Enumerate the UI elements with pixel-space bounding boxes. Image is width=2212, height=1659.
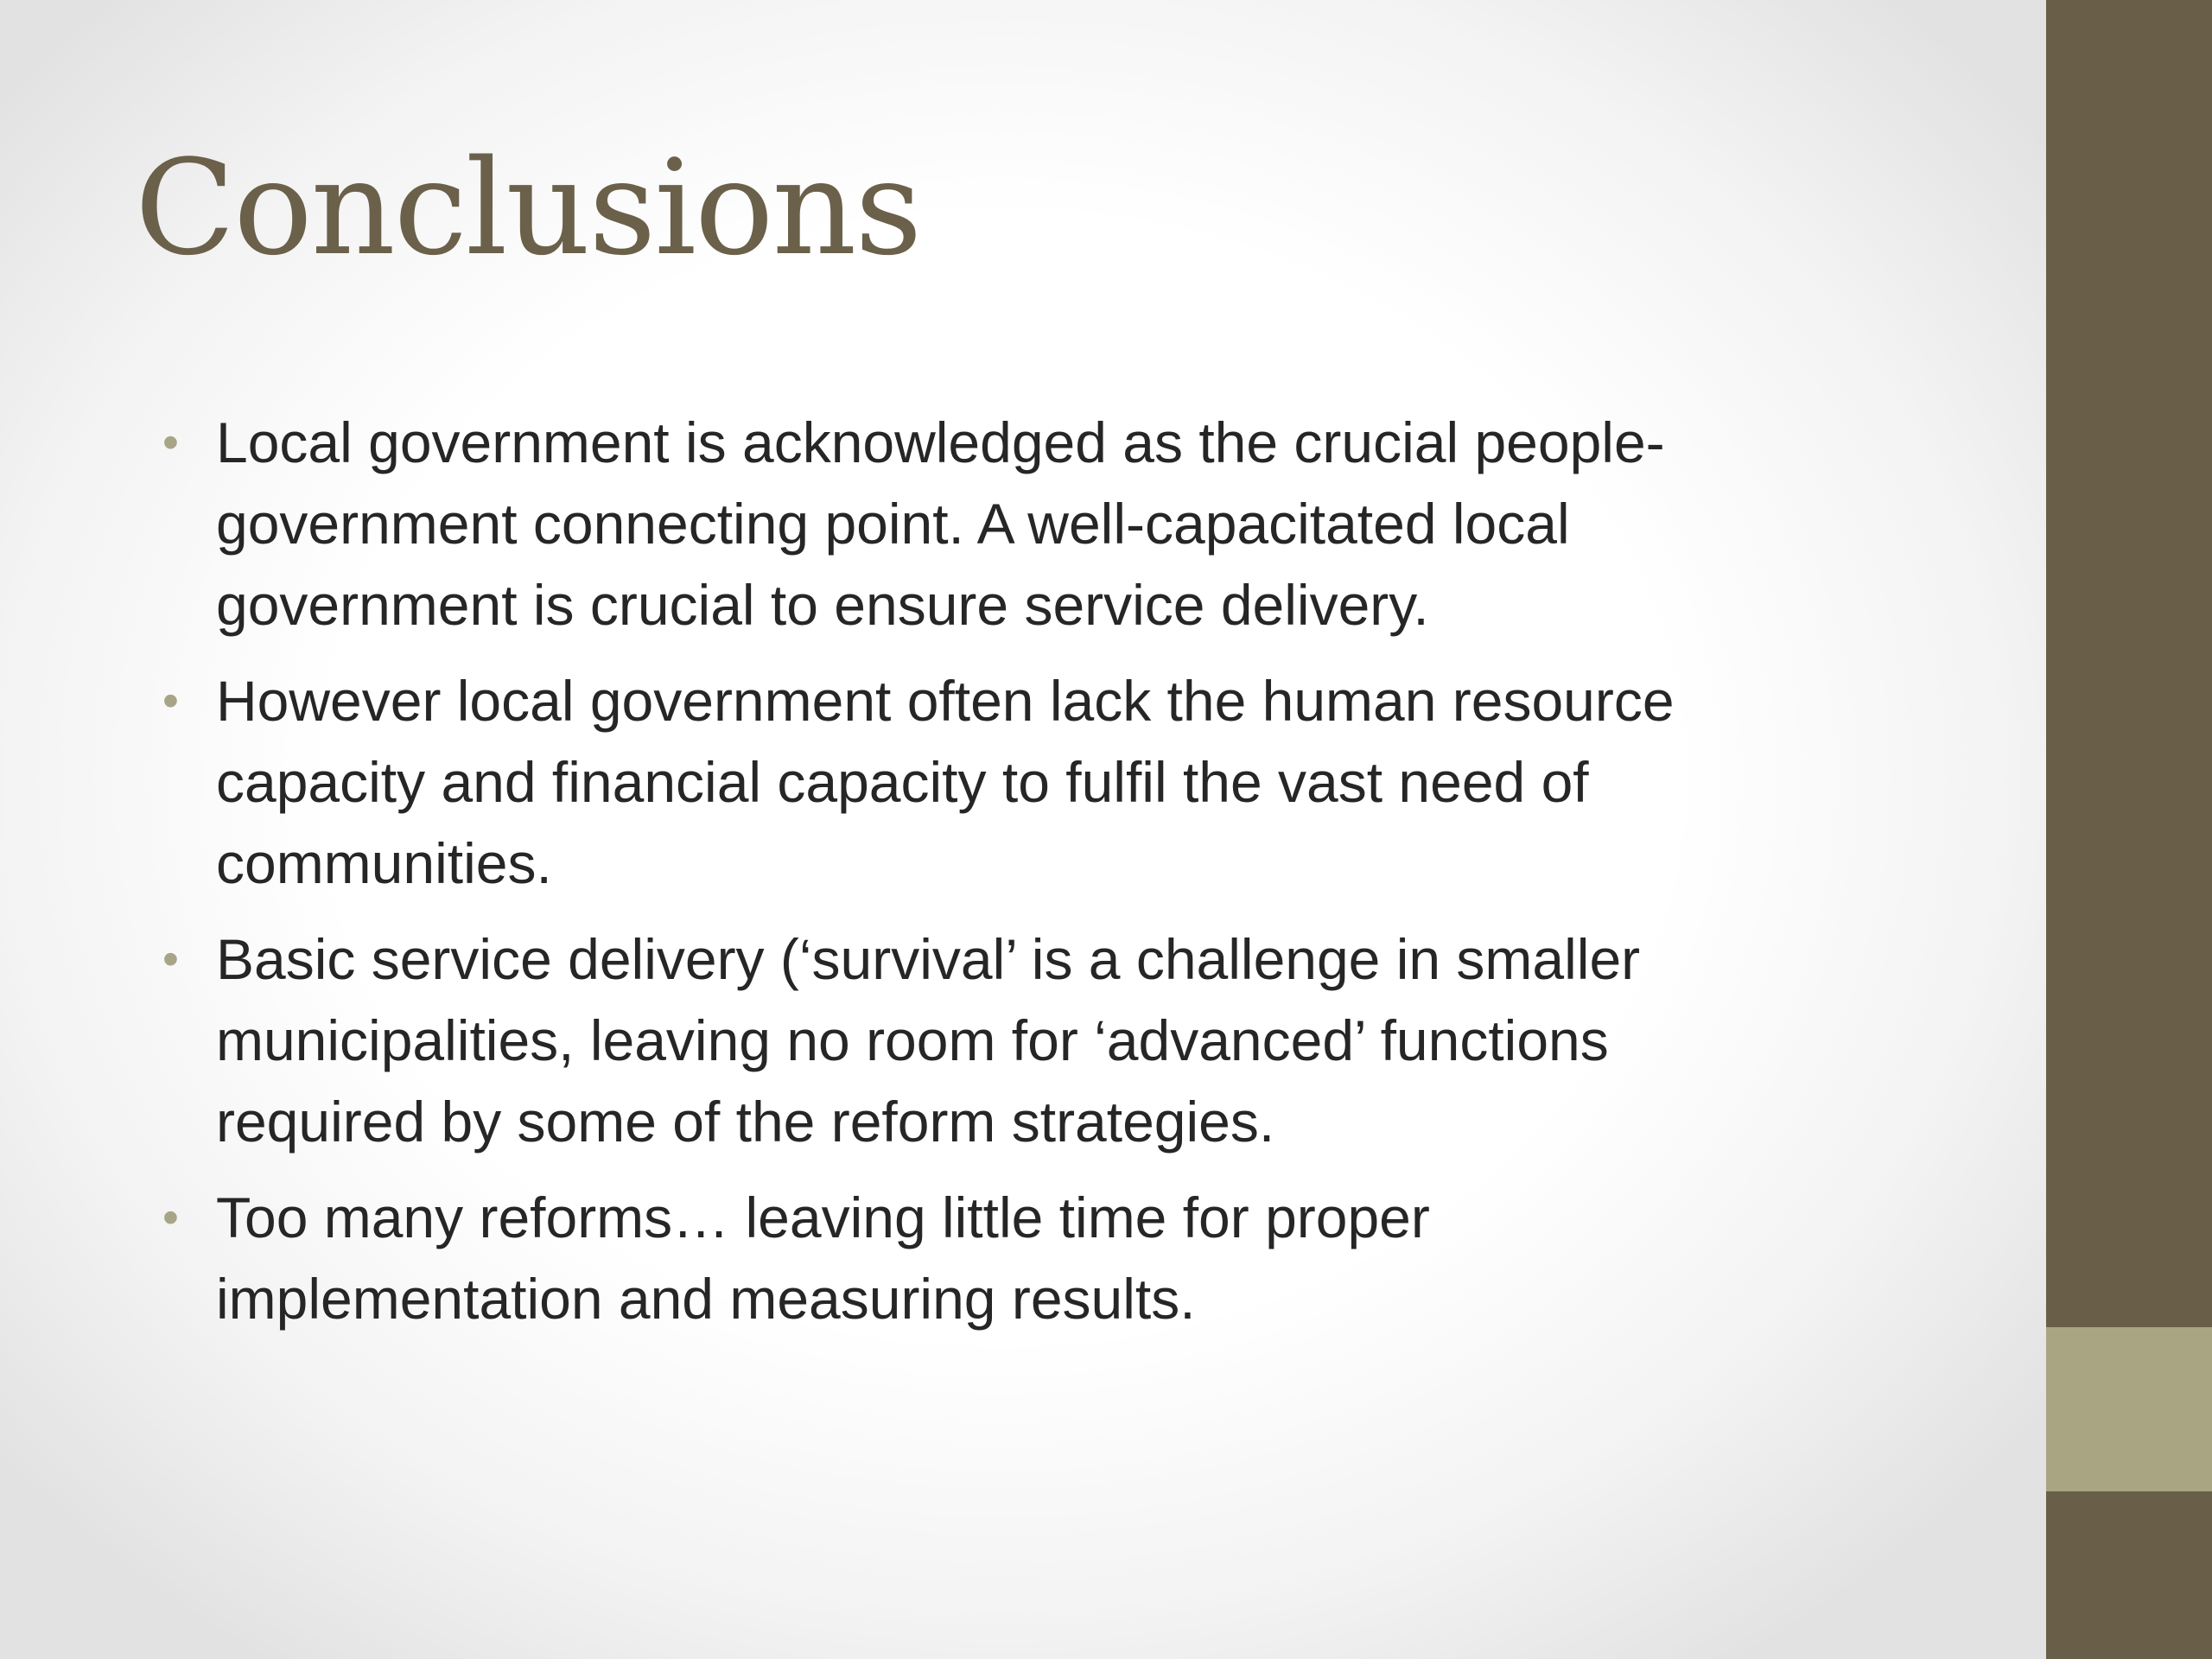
slide-title: Conclusions <box>135 131 921 284</box>
side-accent <box>2046 1327 2212 1491</box>
bullet-item <box>156 918 1884 1162</box>
bullet-line: Too many reforms… leaving little time for proper <box>216 1185 1430 1249</box>
bullet-line: However local government often lack the human resource <box>216 669 1675 733</box>
bullet-line: government is crucial to ensure service delivery. <box>216 573 1429 637</box>
bullet-list <box>156 402 1884 1354</box>
bullet-dot-icon: • <box>162 933 179 985</box>
bullet-dot-icon: • <box>162 1192 179 1243</box>
bullet-item <box>156 402 1884 645</box>
bullet-line: required by some of the reform strategies. <box>216 1090 1275 1154</box>
bullet-line: communities. <box>216 831 552 895</box>
bullet-line: municipalities, leaving no room for ‘advanced’ functions <box>216 1008 1609 1072</box>
bullet-item <box>156 660 1884 904</box>
bullet-dot-icon: • <box>162 675 179 727</box>
bullet-line: implementation and measuring results. <box>216 1267 1196 1331</box>
bullet-dot-icon: • <box>162 416 179 468</box>
bullet-line: Basic service delivery (‘survival’ is a challenge in smaller <box>216 927 1641 991</box>
bullet-line: capacity and financial capacity to fulfil the vast need of <box>216 750 1589 814</box>
bullet-item <box>156 1177 1884 1339</box>
bullet-line: government connecting point. A well-capacitated local <box>216 492 1570 556</box>
bullet-line: Local government is acknowledged as the crucial people- <box>216 410 1665 474</box>
